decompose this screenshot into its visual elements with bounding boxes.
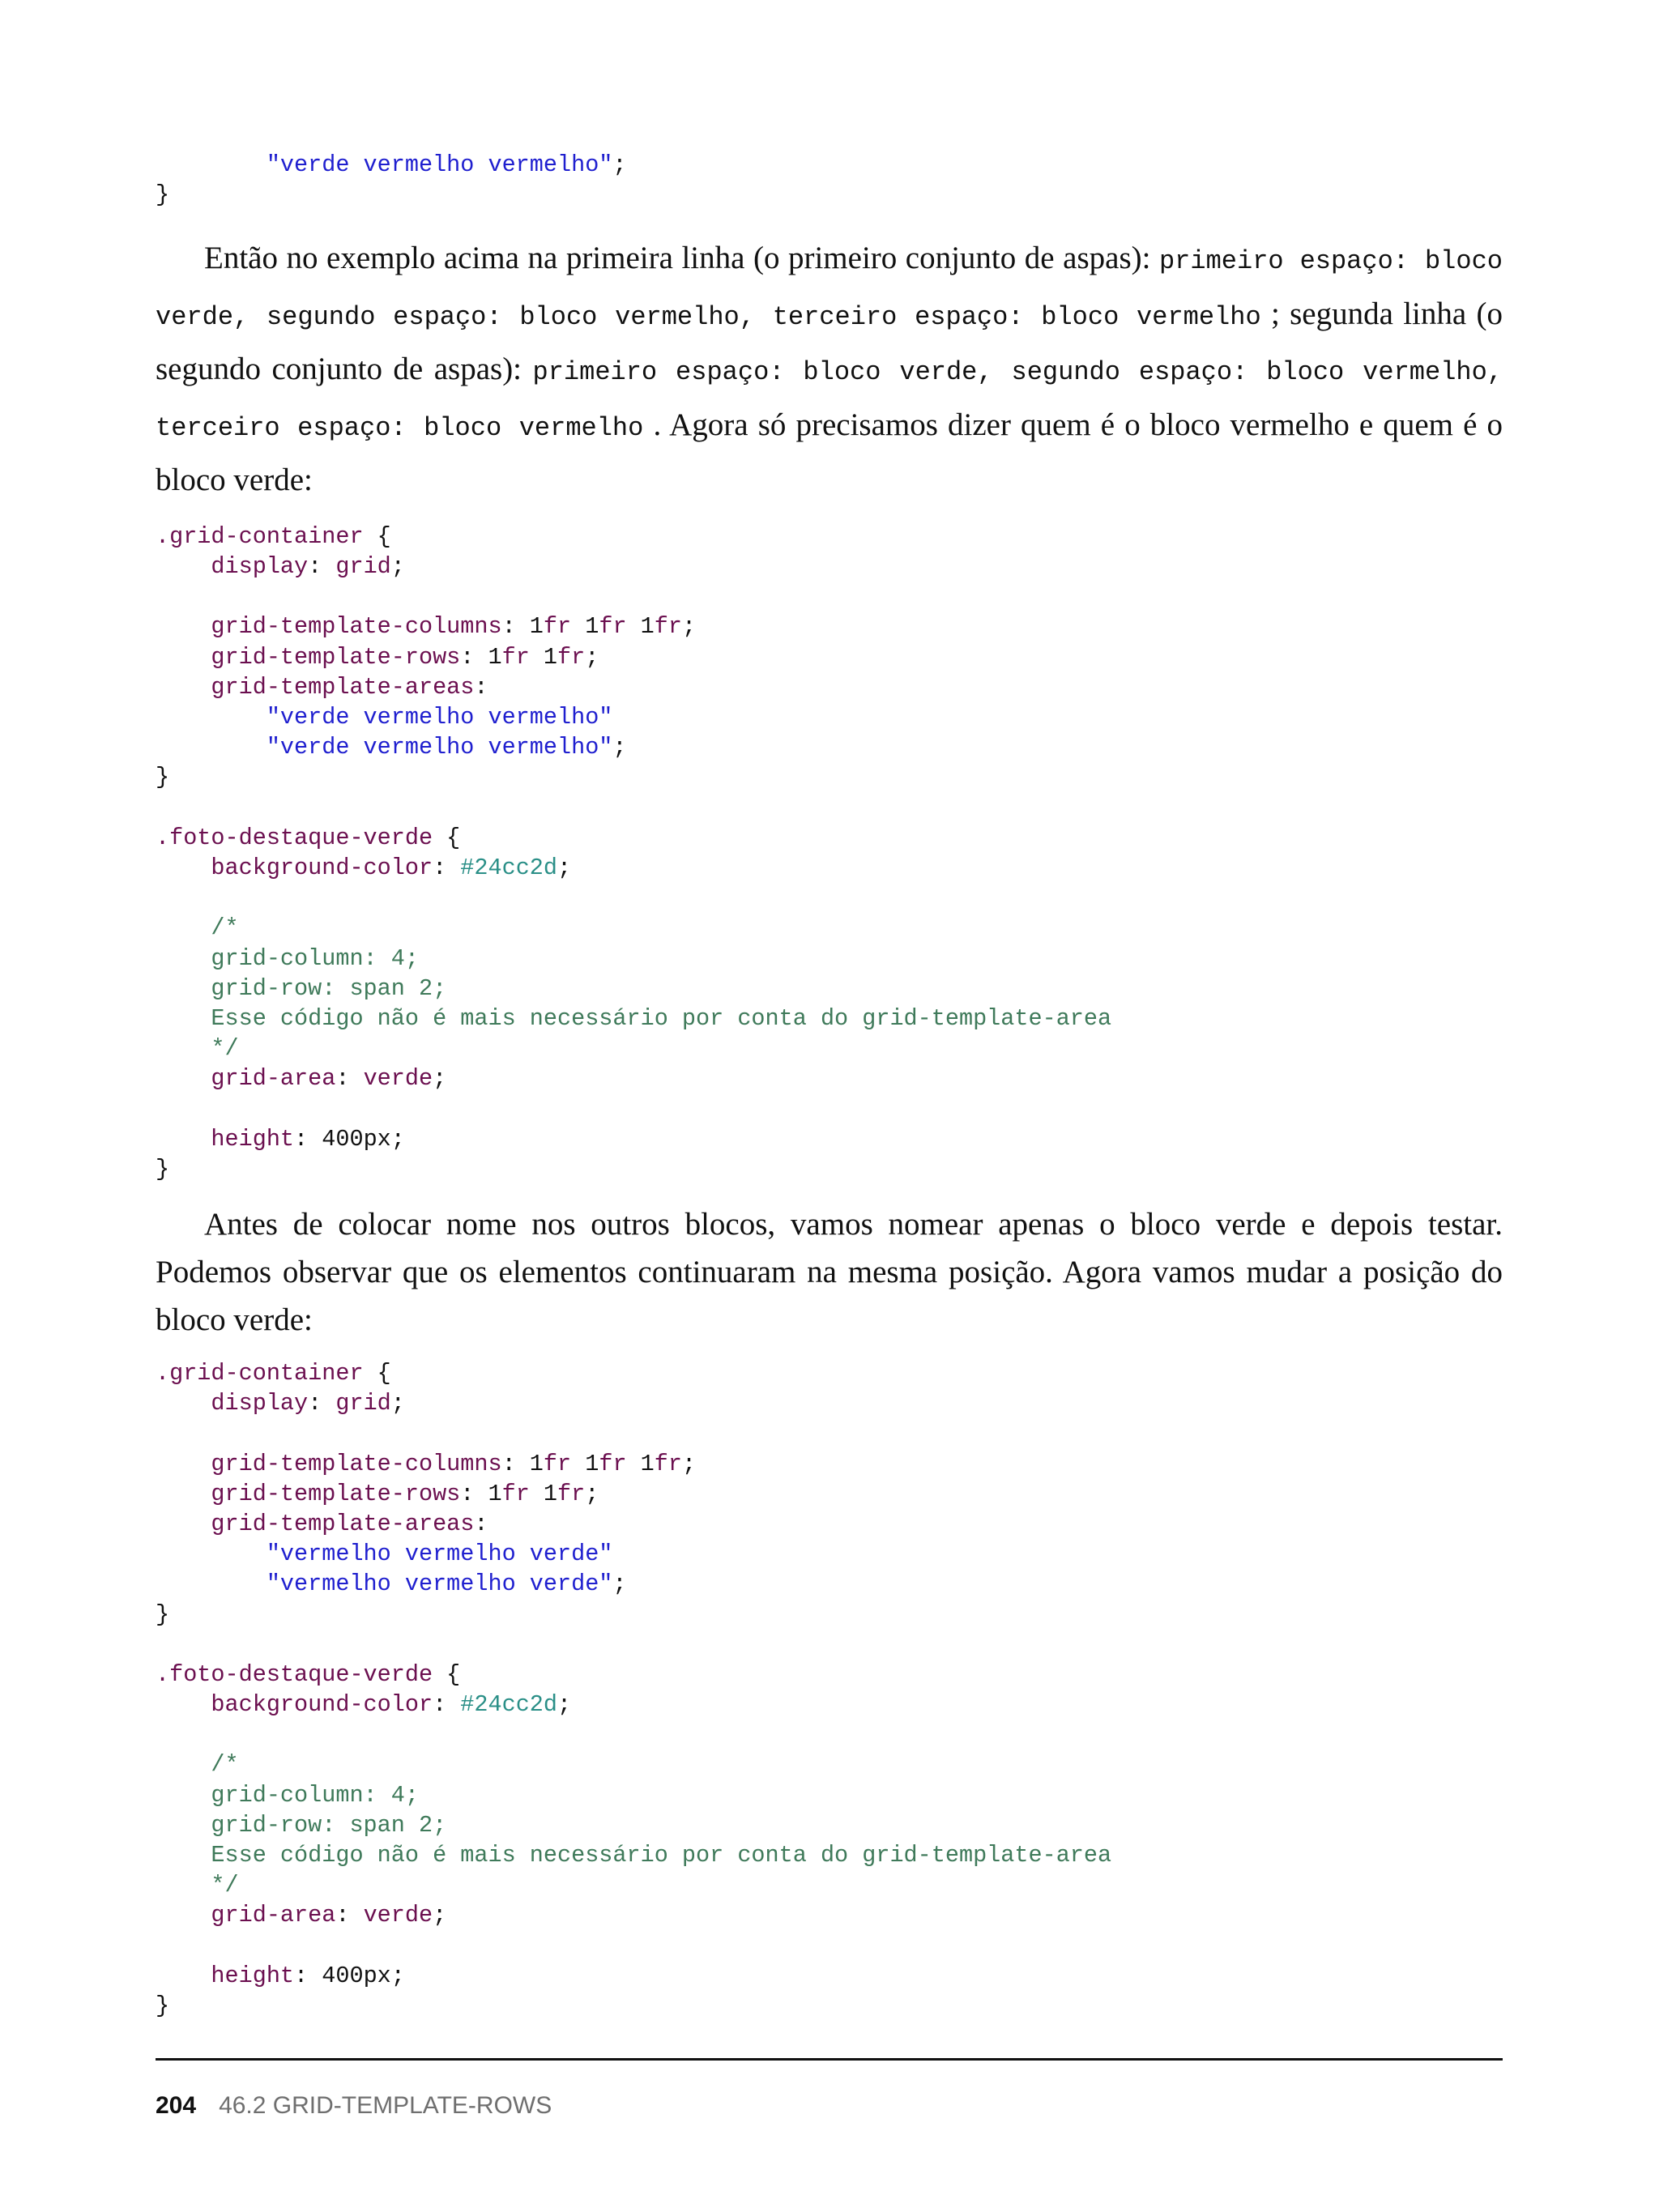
code-block-2: .grid-container { display: grid; grid-template-columns: 1fr 1fr 1fr; grid-template-rows: 1fr 1fr; grid-template-areas: "vermelho vermelho verde" "vermelho vermelho verde"; } .foto-destaque-verde { background-color: #24cc2d; /* grid-column: 4; grid-row: span 2; Esse código não é mais necessário por conta do grid-template-area */ grid-area: verde; height: 400px; } — [156, 1360, 1112, 2019]
code-closing-brace: } — [156, 181, 170, 209]
code-comment: grid-row: span 2; — [211, 974, 447, 1002]
footer-divider — [156, 2058, 1503, 2061]
code-property: height — [211, 1962, 295, 1989]
code-comment: */ — [211, 1872, 239, 1899]
code-string: "verde vermelho vermelho" — [266, 734, 613, 761]
paragraph-text: ; segunda linha (o segundo conjunto de aspas): — [156, 296, 1503, 387]
page-footer — [156, 2092, 552, 2120]
code-comment: Esse código não é mais necessário por conta do grid-template-area — [211, 1004, 1112, 1032]
code-property: grid-template-columns — [211, 1450, 502, 1477]
code-property: grid-template-rows — [211, 643, 461, 671]
code-string: "verde vermelho vermelho" — [266, 151, 613, 178]
code-punctuation: ; — [612, 151, 627, 178]
code-selector: .foto-destaque-verde — [156, 1660, 433, 1688]
code-property: grid-template-rows — [211, 1480, 461, 1507]
code-comment: grid-column: 4; — [211, 1781, 419, 1809]
code-property: background-color — [211, 854, 433, 881]
code-selector: .foto-destaque-verde — [156, 824, 433, 851]
code-comment: grid-row: span 2; — [211, 1811, 447, 1839]
code-color-value: #24cc2d — [460, 1691, 558, 1719]
code-property: background-color — [211, 1691, 433, 1719]
code-property: grid-template-areas — [211, 1510, 475, 1537]
code-string: "vermelho vermelho verde" — [266, 1571, 613, 1598]
code-block-1: .grid-container { display: grid; grid-template-columns: 1fr 1fr 1fr; grid-template-rows: 1fr 1fr; grid-template-areas: "verde vermelho vermelho" "verde vermelho vermelho"; } .foto-destaque-verde { background-color: #24cc2d; /* grid-column: 4; grid-row: span 2; Esse código não é mais necessário por conta do grid-template-area */ grid-area: verde; height: 400px; } — [156, 522, 1112, 1183]
code-property: grid-template-columns — [211, 613, 502, 641]
code-color-value: #24cc2d — [460, 854, 558, 881]
code-comment: grid-column: 4; — [211, 944, 419, 972]
code-property: grid-area — [211, 1902, 336, 1929]
code-string: "verde vermelho vermelho" — [266, 704, 613, 731]
page-number: 204 — [156, 2092, 197, 2119]
code-value: verde — [363, 1902, 433, 1929]
paragraph-text: Então no exemplo acima na primeira linha (o primeiro conjunto de aspas): — [204, 241, 1159, 276]
code-property: grid-area — [211, 1065, 336, 1093]
code-property: grid-template-areas — [211, 673, 475, 701]
section-title: 46.2 GRID-TEMPLATE-ROWS — [219, 2092, 552, 2119]
code-value: grid — [335, 1390, 391, 1417]
code-selector: .grid-container — [156, 1360, 364, 1387]
inline-code: primeiro espaço: bloco verde, segundo espaço: bloco vermelho, terceiro espaço: bloco vermelho — [156, 246, 1503, 332]
code-fragment-top — [156, 150, 1503, 210]
code-property: display — [211, 1390, 309, 1417]
code-comment: */ — [211, 1035, 239, 1063]
inline-code: primeiro espaço: bloco verde, segundo espaço: bloco vermelho, terceiro espaço: bloco vermelho — [156, 357, 1503, 443]
code-property: height — [211, 1125, 295, 1153]
code-value: 400px — [322, 1962, 391, 1989]
code-comment: Esse código não é mais necessário por conta do grid-template-area — [211, 1842, 1112, 1869]
code-property: display — [211, 553, 309, 581]
code-selector: .grid-container — [156, 522, 364, 550]
code-comment: /* — [211, 914, 239, 942]
code-string: "vermelho vermelho verde" — [266, 1541, 613, 1568]
page-content — [156, 150, 1503, 2021]
paragraph-text: . Agora só precisamos dizer quem é o bloco vermelho e quem é o bloco verde: — [156, 407, 1503, 498]
paragraph-instruction: Antes de colocar nome nos outros blocos, vamos nomear apenas o bloco verde e depois testar. Podemos observar que os elementos continuaram na mesma posição. Agora vamos mudar a posição do bloco verde: — [156, 1207, 1503, 1337]
code-comment: /* — [211, 1751, 239, 1779]
paragraph-explanation — [156, 232, 1503, 507]
code-value: verde — [363, 1065, 433, 1093]
code-value: 400px — [322, 1125, 391, 1153]
code-value: grid — [335, 553, 391, 581]
